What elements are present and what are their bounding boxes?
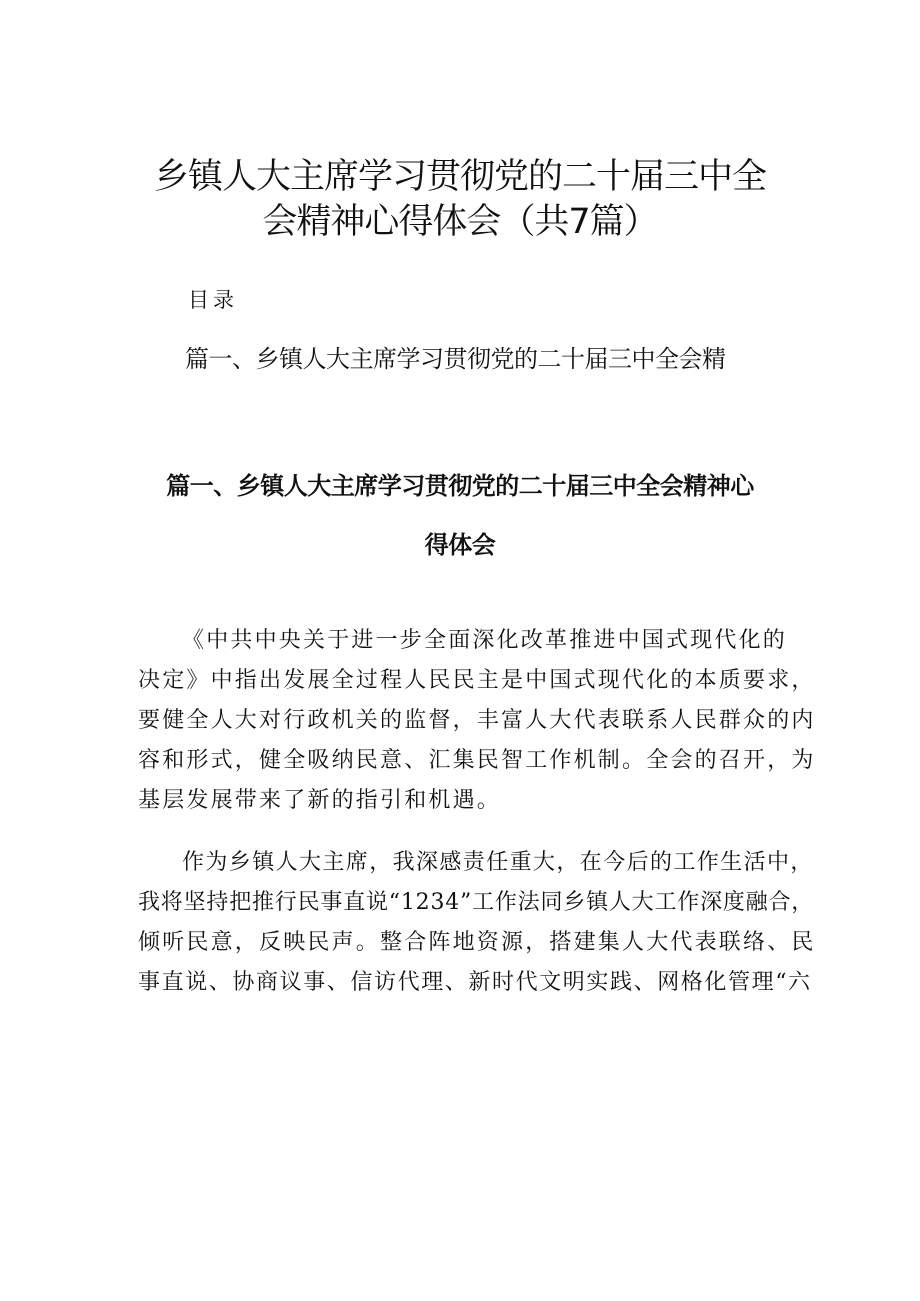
body-paragraph — [138, 843, 816, 1003]
paragraph-line: 决定》中指出发展全过程人民民主是中国式现代化的本质要求， — [138, 668, 816, 693]
document-title-line-1: 乡镇人大主席学习贯彻党的二十届三中全 — [153, 157, 766, 197]
paragraph-line: 倾听民意，反映民声。整合阵地资源，搭建集人大代表联络、民 — [138, 930, 816, 955]
document-title-line-2: 会精神心得体会（共7篇） — [262, 202, 658, 242]
paragraph-line: 容和形式，健全吸纳民意、汇集民智工作机制。全会的召开，为 — [138, 748, 816, 773]
toc-entry[interactable]: 篇一、乡镇人大主席学习贯彻党的二十届三中全会精 — [185, 345, 726, 373]
paragraph-line: 事直说、协商议事、信访代理、新时代文明实践、网格化管理“六 — [138, 970, 812, 995]
section-title-line-1: 篇一、乡镇人大主席学习贯彻党的二十届三中全会精神心 — [166, 472, 754, 500]
paragraph-line: 我将坚持把推行民事直说“1234”工作法同乡镇人大工作深度融合， — [138, 890, 815, 915]
paragraph-line: 要健全人大对行政机关的监督，丰富人大代表联系人民群众的内 — [138, 708, 816, 733]
paragraph-line: 作为乡镇人大主席，我深感责任重大，在今后的工作生活中， — [182, 850, 814, 875]
paragraph-line: 《中共中央关于进一步全面深化改革推进中国式现代化的 — [182, 628, 788, 653]
paragraph-line: 基层发展带来了新的指引和机遇。 — [138, 788, 502, 813]
toc-label: 目录 — [188, 288, 238, 312]
section-title-line-2: 得体会 — [424, 531, 496, 559]
body-paragraph — [138, 621, 816, 821]
